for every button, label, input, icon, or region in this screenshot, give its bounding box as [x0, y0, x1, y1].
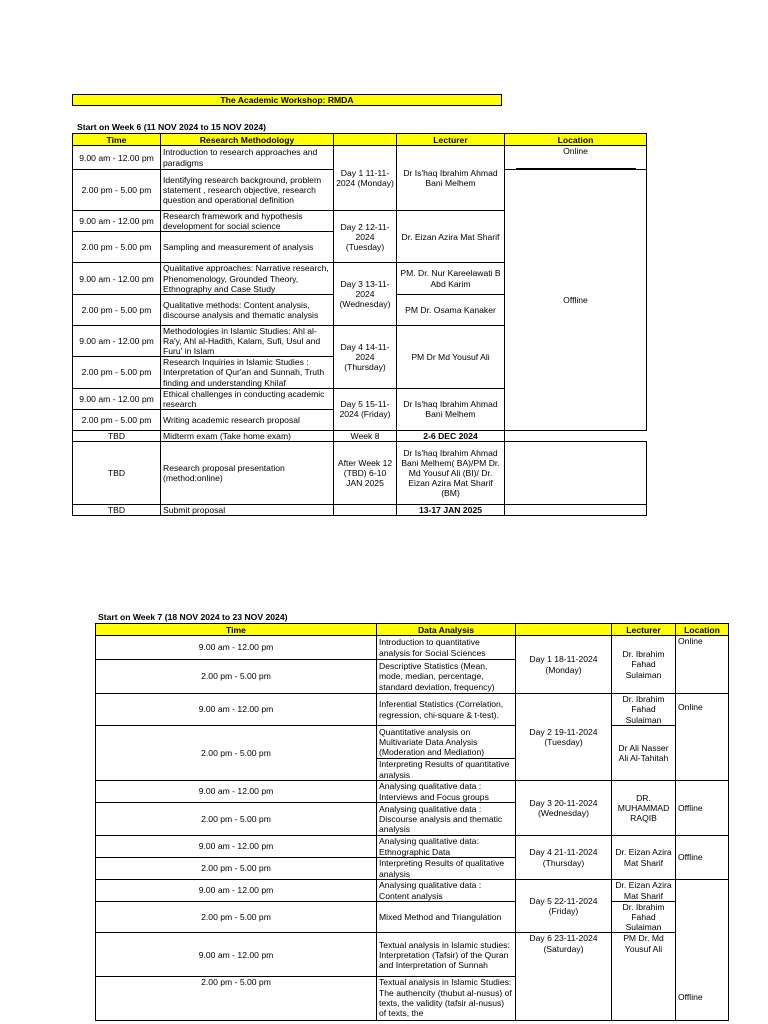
table-row	[96, 880, 729, 902]
header-lecturer: Lecturer	[397, 134, 505, 146]
table-row	[96, 694, 729, 726]
header-data-analysis: Data Analysis	[377, 624, 516, 636]
location-online: Online	[505, 146, 647, 170]
topic-cell: Ethical challenges in conducting academic research	[161, 388, 334, 409]
topic-cell: Research proposal presentation (method:online)	[161, 442, 334, 505]
time-cell: 2.00 pm - 5.00 pm	[96, 803, 377, 836]
topic-cell: Inferential Statistics (Correlation, regression, chi-square & t-test).	[377, 694, 516, 726]
day-cell: Day 4 21-11-2024 (Thursday)	[516, 836, 612, 880]
time-cell: 2.00 pm - 5.00 pm	[96, 902, 377, 933]
topic-cell: Quantitative analysis on Multivariate Data Analysis (Moderation and Mediation)	[377, 726, 516, 759]
topic-cell: Research framework and hypothesis development for social science	[161, 211, 334, 232]
time-cell: 9.00 am - 12.00 pm	[73, 211, 161, 232]
lecturer-cell: Dr. Ibrahim Fahad Sulaiman	[612, 636, 676, 694]
time-cell: 9.00 am - 12.00 pm	[73, 263, 161, 294]
time-cell: 2.00 pm - 5.00 pm	[96, 726, 377, 781]
table-row	[96, 933, 729, 977]
topic-cell: Analysing qualitative data : Interviews and Focus groups	[377, 781, 516, 803]
lecturer-cell: Dr Is'haq Ibrahim Ahmad Bani Melhem	[397, 146, 505, 211]
table-row	[73, 442, 647, 505]
topic-cell: Identifying research background, problem statement , research objective, research question and operational definition	[161, 170, 334, 211]
topic-cell: Methodologies in Islamic Studies: Ahl al-Ra'y, Ahl al-Hadith, Kalam, Sufi, Usul and Furu' in Islam	[161, 325, 334, 356]
time-cell: 2.00 pm - 5.00 pm	[73, 170, 161, 211]
day-cell: Day 2 19-11-2024 (Tuesday)	[516, 694, 612, 781]
topic-cell: Midterm exam (Take home exam)	[161, 430, 334, 441]
header-day	[334, 134, 397, 146]
topic-cell: Introduction to quantitative analysis for Social Sciences	[377, 636, 516, 660]
header-time: Time	[73, 134, 161, 146]
topic-cell: Sampling and measurement of analysis	[161, 232, 334, 263]
table-row	[96, 781, 729, 803]
header-time: Time	[96, 624, 377, 636]
lecturer-cell: 2-6 DEC 2024	[397, 430, 505, 441]
topic-cell: Analysing qualitative data : Discourse analysis and thematic analysis	[377, 803, 516, 836]
lecturer-cell: Dr. Ibrahim Fahad Sulaiman	[612, 694, 676, 726]
location-offline: Offline	[678, 992, 703, 1003]
table-row	[73, 430, 647, 441]
location-cell	[505, 505, 647, 516]
lecturer-cell: PM. Dr. Nur Kareelawati B Abd Karim	[397, 263, 505, 294]
time-cell: 9.00 am - 12.00 pm	[73, 146, 161, 170]
table-row	[73, 146, 647, 170]
topic-cell: Introduction to research approaches and paradigms	[161, 146, 334, 170]
topic-cell: Writing academic research proposal	[161, 409, 334, 430]
topic-cell: Research Inquiries in Islamic Studies : Interpretation of Qur'an and Sunnah, Truth finding and understanding Khilaf	[161, 357, 334, 388]
location-cell	[676, 880, 729, 1021]
lecturer-cell: Dr Is'haq Ibrahim Ahmad Bani Melhem	[397, 388, 505, 430]
lecturer-cell: Dr. Eizan Azira Mat Sharif	[397, 211, 505, 263]
table-row	[96, 836, 729, 858]
time-cell: 9.00 am - 12.00 pm	[96, 880, 377, 902]
lecturer-cell: Dr. Ibrahim Fahad Sulaiman	[612, 902, 676, 933]
table1-section-title: Start on Week 6 (11 NOV 2024 to 15 NOV 2024)	[77, 122, 266, 132]
topic-cell: Textual analysis in Islamic studies: Interpretation (Tafsir) of the Quran and Interpretation of Sunnah	[377, 933, 516, 977]
topic-cell: Interpreting Results of qualitative analysis	[377, 858, 516, 880]
lecturer-cell: PM Dr. Md Yousuf Ali	[612, 933, 676, 1021]
workshop-title: The Academic Workshop: RMDA	[72, 94, 502, 106]
lecturer-cell: PM Dr. Osama Kanaker	[397, 294, 505, 325]
day-cell: Day 4 14-11-2024 (Thursday)	[334, 325, 397, 388]
time-cell: 2.00 pm - 5.00 pm	[96, 977, 377, 1021]
topic-cell: Analysing qualitative data: Ethnographic Data	[377, 836, 516, 858]
header-research-methodology: Research Methodology	[161, 134, 334, 146]
location-cell	[676, 694, 729, 781]
time-cell: 2.00 pm - 5.00 pm	[73, 294, 161, 325]
day-cell: Day 1 18-11-2024 (Monday)	[516, 636, 612, 694]
location-offline: Offline	[505, 170, 647, 431]
table-row	[96, 726, 729, 759]
time-cell: 9.00 am - 12.00 pm	[96, 694, 377, 726]
location-cell: Online	[676, 636, 729, 694]
table-row	[73, 505, 647, 516]
day-cell: Day 3 20-11-2024 (Wednesday)	[516, 781, 612, 836]
day-cell: Day 2 12-11-2024 (Tuesday)	[334, 211, 397, 263]
table-row	[96, 902, 729, 933]
time-cell: 9.00 am - 12.00 pm	[96, 636, 377, 660]
topic-cell: Interpreting Results of quantitative analysis	[377, 759, 516, 781]
time-cell: 9.00 am - 12.00 pm	[73, 388, 161, 409]
time-cell: 2.00 pm - 5.00 pm	[96, 660, 377, 694]
research-methodology-table	[72, 133, 647, 516]
time-cell: TBD	[73, 430, 161, 441]
location-cell: Offline	[676, 836, 729, 880]
time-cell: 9.00 am - 12.00 pm	[96, 781, 377, 803]
day-cell	[334, 505, 397, 516]
location-cell: Offline	[676, 781, 729, 836]
location-online: Online	[678, 701, 703, 712]
header-location: Location	[676, 624, 729, 636]
location-cell	[505, 442, 647, 505]
time-cell: 9.00 am - 12.00 pm	[96, 836, 377, 858]
day-cell: After Week 12 (TBD) 6-10 JAN 2025	[334, 442, 397, 505]
time-cell: 2.00 pm - 5.00 pm	[96, 858, 377, 880]
time-cell: 2.00 pm - 5.00 pm	[73, 409, 161, 430]
topic-cell: Mixed Method and Triangulation	[377, 902, 516, 933]
header-lecturer: Lecturer	[612, 624, 676, 636]
lecturer-cell: DR. MUHAMMAD RAQIB	[612, 781, 676, 836]
lecturer-cell: 13-17 JAN 2025	[397, 505, 505, 516]
lecturer-cell: Dr. Eizan Azira Mat Sharif	[612, 836, 676, 880]
day-cell: Day 5 22-11-2024 (Friday)	[516, 880, 612, 933]
time-cell: 2.00 pm - 5.00 pm	[73, 232, 161, 263]
topic-cell: Analysing qualitative data : Content analysis	[377, 880, 516, 902]
header-day	[516, 624, 612, 636]
day-cell: Week 8	[334, 430, 397, 441]
time-cell: 2.00 pm - 5.00 pm	[73, 357, 161, 388]
lecturer-cell: Dr Is'haq Ibrahim Ahmad Bani Melhem( BA)/PM Dr. Md Yousuf Ali (BI)/ Dr. Eizan Azira Mat Sharif (BM)	[397, 442, 505, 505]
time-cell: 9.00 am - 12.00 pm	[96, 933, 377, 977]
topic-cell: Descriptive Statistics (Mean, mode, median, percentage, standard deviation, frequency)	[377, 660, 516, 694]
day-cell: Day 1 11-11-2024 (Monday)	[334, 146, 397, 211]
time-cell: TBD	[73, 505, 161, 516]
time-cell: TBD	[73, 442, 161, 505]
topic-cell: Qualitative approaches: Narrative research, Phenomenology, Grounded Theory, Ethnography and Case Study	[161, 263, 334, 294]
time-cell: 9.00 am - 12.00 pm	[73, 325, 161, 356]
topic-cell: Textual analysis in Islamic Studies: The authencity (thubut al-nusus) of texts, the validity (tafsir al-nusus) of texts, the	[377, 977, 516, 1021]
lecturer-cell: Dr Ali Nasser Ali Al-Tahitah	[612, 726, 676, 781]
day-cell: Day 3 13-11-2024 (Wednesday)	[334, 263, 397, 325]
topic-cell: Submit proposal	[161, 505, 334, 516]
table-row	[96, 636, 729, 660]
topic-cell: Qualitative methods: Content analysis, discourse analysis and thematic analysis	[161, 294, 334, 325]
lecturer-cell: Dr. Eizan Azira Mat Sharif	[612, 880, 676, 902]
day-cell: Day 5 15-11-2024 (Friday)	[334, 388, 397, 430]
data-analysis-table	[95, 623, 729, 1021]
day-cell: Day 6 23-11-2024 (Saturday)	[516, 933, 612, 1021]
header-location: Location	[505, 134, 647, 146]
table2-section-title: Start on Week 7 (18 NOV 2024 to 23 NOV 2024)	[98, 612, 288, 622]
lecturer-cell: PM Dr Md Yousuf Ali	[397, 325, 505, 388]
